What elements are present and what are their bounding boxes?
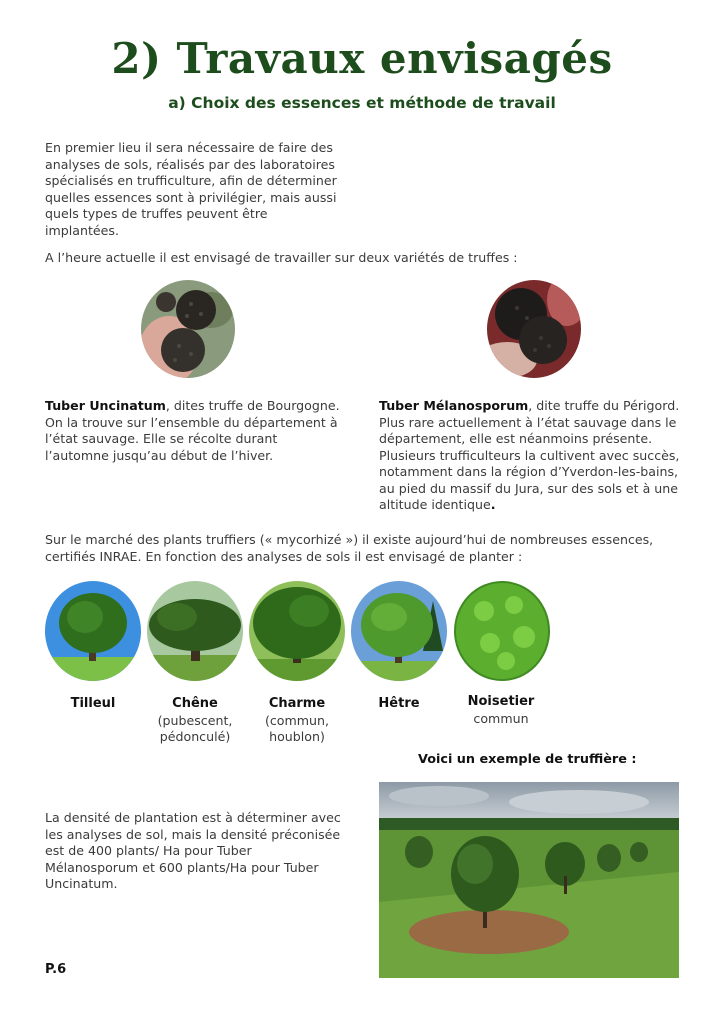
tree-label-noisetier: Noisetier commun xyxy=(467,694,535,726)
truffle-varieties-intro: A l’heure actuelle il est envisagé de travailler sur deux variétés de truffes : xyxy=(45,250,518,265)
tilleul-photo xyxy=(45,581,141,681)
chene-photo xyxy=(147,581,243,681)
truffle-uncinatum-photo xyxy=(141,280,235,378)
tree-label-hetre: Hêtre xyxy=(378,696,420,711)
tree-label-charme: Charme (commun, houblon) xyxy=(264,696,330,744)
section-subtitle: a) Choix des essences et méthode de travail xyxy=(168,94,556,112)
truffle-uncinatum-name: Tuber Uncinatum xyxy=(45,398,166,413)
tree-label-chene: Chêne (pubescent, pédonculé) xyxy=(157,696,233,744)
truffle-melanosporum-photo xyxy=(487,280,581,378)
truffle-melanosporum-description: Tuber Mélanosporum, dite truffe du Périgord. Plus rare actuellement à l’état sauvage dans le département, elle est néanmoins présente. Plusieurs trufficulteurs la cultivent avec succès, notamment dans la région d’Yverdon-les-bains, au pied du massif du Jura, sur des sols et à une altitude identique. xyxy=(379,398,680,512)
density-paragraph: La densité de plantation est à déterminer avec les analyses de sol, mais la densité préconisée est de 400 plants/ Ha pour Tuber Mélanosporum et 600 plants/Ha pour Tuber Uncinatum. xyxy=(45,810,341,891)
plants-intro: Sur le marché des plants truffiers (« mycorhizé ») il existe aujourd’hui de nombreuses essences, certifiés INRAE. En fonction des analyses de sols il est envisagé de planter : xyxy=(45,532,654,564)
charme-photo xyxy=(249,581,345,681)
hetre-photo xyxy=(351,581,447,681)
page-title: 2) Travaux envisagés xyxy=(111,34,613,83)
truffle-melanosporum-name: Tuber Mélanosporum xyxy=(379,398,529,413)
intro-paragraph: En premier lieu il sera nécessaire de faire des analyses de sols, réalisés par des laboratoires spécialisés en trufficulture, afin de déterminer quelles essences sont à privilégier, mais aussi quels types de truffes peuvent être implantées. xyxy=(45,140,337,238)
page-number: P.6 xyxy=(45,962,67,977)
truffiere-photo xyxy=(379,782,679,978)
noisetier-photo xyxy=(454,581,550,681)
example-heading: Voici un exemple de truffière : xyxy=(418,752,637,767)
truffle-uncinatum-description: Tuber Uncinatum, dites truffe de Bourgogne. On la trouve sur l’ensemble du département à l’état sauvage. Elle se récolte durant l’automne jusqu’au début de l’hiver. xyxy=(45,398,340,463)
tree-label-tilleul: Tilleul xyxy=(70,696,116,711)
